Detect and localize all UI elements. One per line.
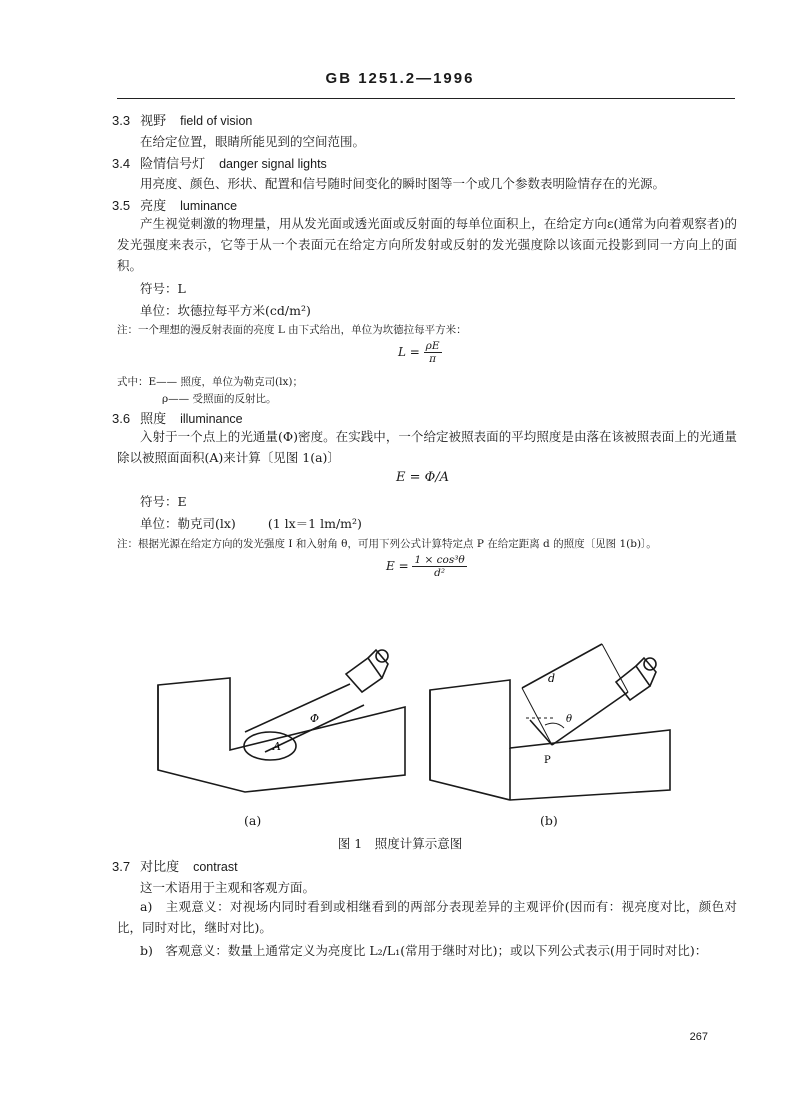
fig-a-area-label: A: [273, 740, 281, 753]
section-3-6-text: 入射于一个点上的光通量(Φ)密度。在实践中，一个给定被照表面的平均照度是由落在该被照表面上的光通量除以被照面面积(A)来计算〔见图 1(a)〕: [117, 429, 737, 465]
section-3-5-unit: 单位：坎德拉每平方米(cd/m²): [140, 303, 311, 318]
section-number: 3.5: [112, 198, 131, 213]
section-number: 3.7: [112, 859, 131, 874]
section-number: 3.6: [112, 411, 131, 426]
standard-header: GB 1251.2—1996: [325, 70, 475, 87]
section-title-en: illuminance: [180, 412, 243, 426]
fig-b-ray: [552, 692, 628, 745]
unit-label: 单位：勒克司(lx): [140, 516, 236, 531]
formula-denominator: π: [429, 353, 437, 365]
section-3-3-heading: [112, 110, 252, 129]
figure-1-diagram: [150, 630, 710, 830]
fig-a-area-ellipse: [244, 732, 296, 760]
section-title-zh: 照度: [140, 412, 167, 427]
section-title-zh: 亮度: [140, 199, 167, 214]
section-title-en: contrast: [193, 860, 238, 874]
fig-a-box: [158, 678, 405, 792]
page-number: 267: [689, 1031, 708, 1043]
section-3-7-item-a: a) 主观意义：对视场内同时看到或相继看到的两部分表现差异的主观评价(因而有：视亮度对比，颜色对比，同时对比，继时对比)。: [117, 899, 737, 935]
section-title-zh: 险情信号灯: [140, 157, 206, 172]
figure-label-b: (b): [540, 813, 558, 828]
section-3-5-text: 产生视觉刺激的物理量，用从发光面或透光面或反射面的每单位面积上，在给定方向ε(通常为向着观察者)的发光强度来表示，它等于从一个表面元在给定方向所发射或反射的发光强度除以该面元投影到同一方向上的面积。: [117, 216, 737, 273]
illuminance-point-formula: [386, 554, 467, 579]
fig-b-theta-label: θ: [566, 714, 573, 725]
formula-numerator: ρE: [425, 340, 440, 352]
section-title-en: field of vision: [180, 114, 253, 128]
section-title-en: danger signal lights: [219, 157, 327, 171]
section-3-3-text: 在给定位置，眼睛所能见到的空间范围。: [140, 134, 366, 149]
section-title-en: luminance: [180, 199, 238, 213]
section-3-4-heading: [112, 153, 327, 172]
section-3-7-item-b: b) 客观意义：数量上通常定义为亮度比 L₂/L₁(常用于继时对比)；或以下列公式表示(用于同时对比)：: [140, 943, 708, 958]
section-3-6-note: 注：根据光源在给定方向的发光强度 I 和入射角 θ，可用下列公式计算特定点 P 在给定距离 d 的照度〔见图 1(b)〕。: [117, 538, 657, 550]
header-rule: [117, 98, 735, 99]
figure-label-a: (a): [244, 813, 262, 828]
figure-caption: 图 1 照度计算示意图: [337, 836, 463, 851]
fig-b-theta-arc: [545, 723, 564, 728]
section-3-6-unit: [140, 514, 362, 532]
section-3-7-text: 这一术语用于主观和客观方面。: [140, 880, 316, 895]
section-title-zh: 对比度: [140, 860, 180, 875]
luminance-formula: [398, 340, 442, 365]
section-3-6-heading: [112, 408, 243, 427]
section-3-6-symbol: 符号：E: [140, 494, 187, 509]
unit-definition: (1 lx＝1 lm/m²): [267, 516, 362, 531]
formula-denominator: d²: [434, 567, 446, 579]
section-3-5-heading: [112, 195, 237, 214]
formula-lhs: L =: [398, 345, 420, 359]
section-number: 3.4: [112, 156, 131, 171]
section-3-5-symbol: 符号：L: [140, 281, 186, 296]
section-3-5-where-rho: ρ—— 受照面的反射比。: [162, 393, 277, 405]
section-3-5-where-e: 式中：E—— 照度，单位为勒克司(lx)；: [117, 376, 303, 388]
fig-a-phi-label: Φ: [310, 712, 320, 725]
section-number: 3.3: [112, 113, 131, 128]
illuminance-formula: E = Φ/A: [396, 470, 450, 485]
section-3-7-heading: [112, 856, 238, 875]
fig-b-distance-line: [522, 644, 602, 688]
formula-lhs: E =: [386, 559, 409, 573]
formula-numerator: 1 × cos³θ: [414, 554, 465, 566]
section-3-5-note: 注：一个理想的漫反射表面的亮度 L 由下式给出，单位为坎德拉每平方米：: [117, 324, 467, 336]
fig-b-d-label: d: [548, 672, 556, 685]
fig-b-p-label: P: [544, 755, 551, 766]
section-title-zh: 视野: [140, 114, 167, 129]
section-3-4-text: 用亮度、颜色、形状、配置和信号随时间变化的瞬时图等一个或几个参数表明险情存在的光源。: [140, 176, 666, 191]
fig-a-lamp: [346, 650, 388, 692]
fig-b-lamp: [616, 658, 656, 700]
